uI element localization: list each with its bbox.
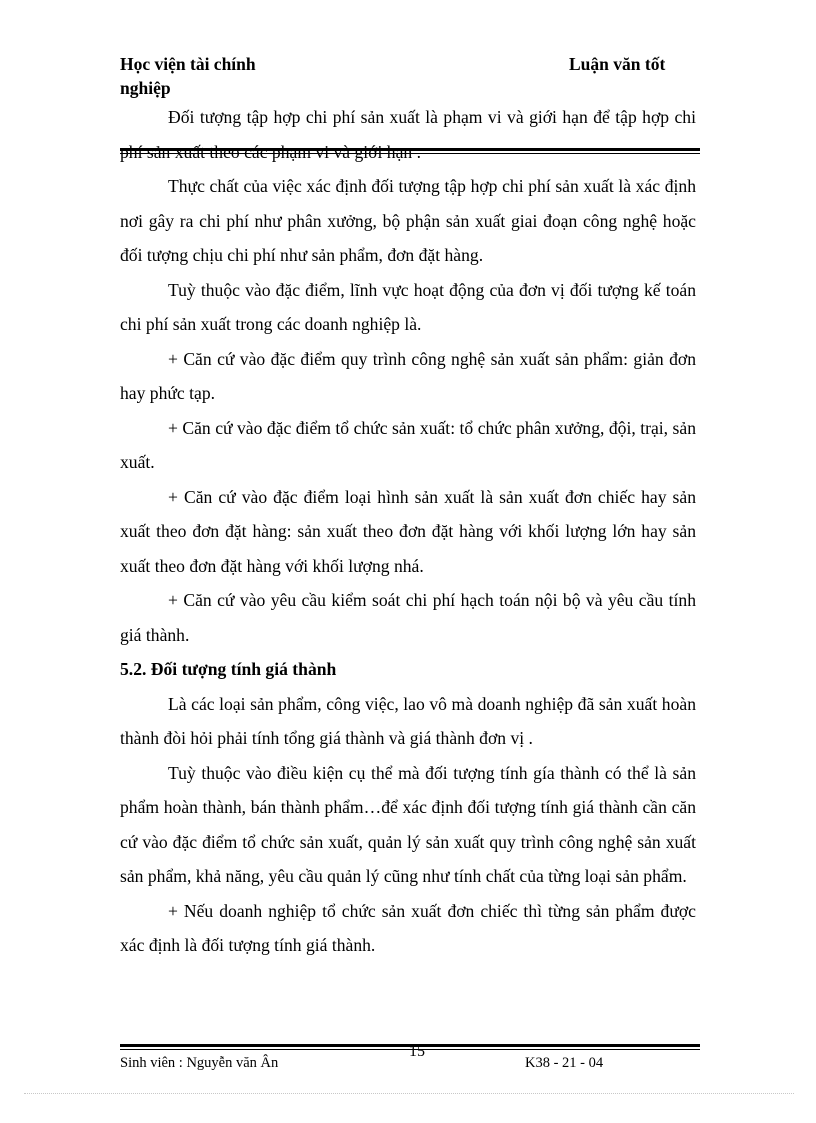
footer-student-name: Sinh viên : Nguyễn văn Ân	[120, 1055, 279, 1071]
paragraph-10: + Nếu doanh nghiệp tổ chức sản xuất đơn chiếc thì từng sản phẩm được xác định là đối tượng tính giá thành.	[120, 900, 696, 955]
header-institution-line2: nghiệp	[120, 78, 171, 98]
paragraph-8: Là các loại sản phẩm, công việc, lao vô mà doanh nghiệp đã sản xuất hoàn thành đòi hỏi phải tính tổng giá thành và giá thành đơn vị .	[120, 693, 696, 748]
paragraph-2: Thực chất của việc xác định đối tượng tập hợp chi phí sản xuất là xác định nơi gây ra chi phí như phân xưởng, bộ phận sản xuất giai đoạn công nghệ hoặc đối tượng chịu chi phí như sản phẩm, đơn đặt hàng.	[120, 176, 696, 265]
page-number: 15	[409, 1043, 425, 1060]
paragraph-6: + Căn cứ vào đặc điểm loại hình sản xuất là sản xuất đơn chiếc hay sản xuất theo đơn đặt hàng: sản xuất theo đơn đặt hàng với khối lượng lớn hay sản xuất theo đơn đặt hàng với khối lượng nhá.	[120, 486, 696, 576]
footer-class-code: K38 - 21 - 04	[525, 1055, 604, 1071]
paragraph-3: Tuỳ thuộc vào đặc điểm, lĩnh vực hoạt động của đơn vị đối tượng kế toán chi phí sản xuất trong các doanh nghiệp là.	[120, 279, 696, 334]
paragraph-9: Tuỳ thuộc vào điều kiện cụ thể mà đối tượng tính gía thành có thể là sản phẩm hoàn thành, bán thành phẩm…để xác định đối tượng tính giá thành cần căn cứ vào đặc điểm tổ chức sản xuất, quản lý sản xuất quy trình công nghệ sản xuất sản phẩm, khả năng, yêu cầu quản lý cũng như tính chất của từng loại sản phẩm.	[120, 762, 696, 886]
document-body	[120, 100, 696, 963]
header-institution-line1: Học viện tài chính	[120, 54, 256, 74]
page-bottom-divider	[24, 1093, 794, 1094]
paragraph-5: + Căn cứ vào đặc điểm tổ chức sản xuất: tổ chức phân xưởng, đội, trại, sản xuất.	[120, 417, 696, 472]
section-heading: 5.2. Đối tượng tính giá thành	[120, 659, 337, 679]
paragraph-7: + Căn cứ vào yêu cầu kiểm soát chi phí hạch toán nội bộ và yêu cầu tính giá thành.	[120, 590, 696, 645]
paragraph-4: + Căn cứ vào đặc điểm quy trình công nghệ sản xuất sản phẩm: giản đơn hay phức tạp.	[120, 348, 696, 403]
header-document-type: Luận văn tốt	[569, 54, 666, 74]
page-header	[120, 52, 700, 98]
paragraph-1: Đối tượng tập hợp chi phí sản xuất là phạm vi và giới hạn để tập hợp chi phí sản xuất theo các phạm vi và giới hạn .	[120, 107, 696, 162]
header-institution	[120, 52, 256, 100]
